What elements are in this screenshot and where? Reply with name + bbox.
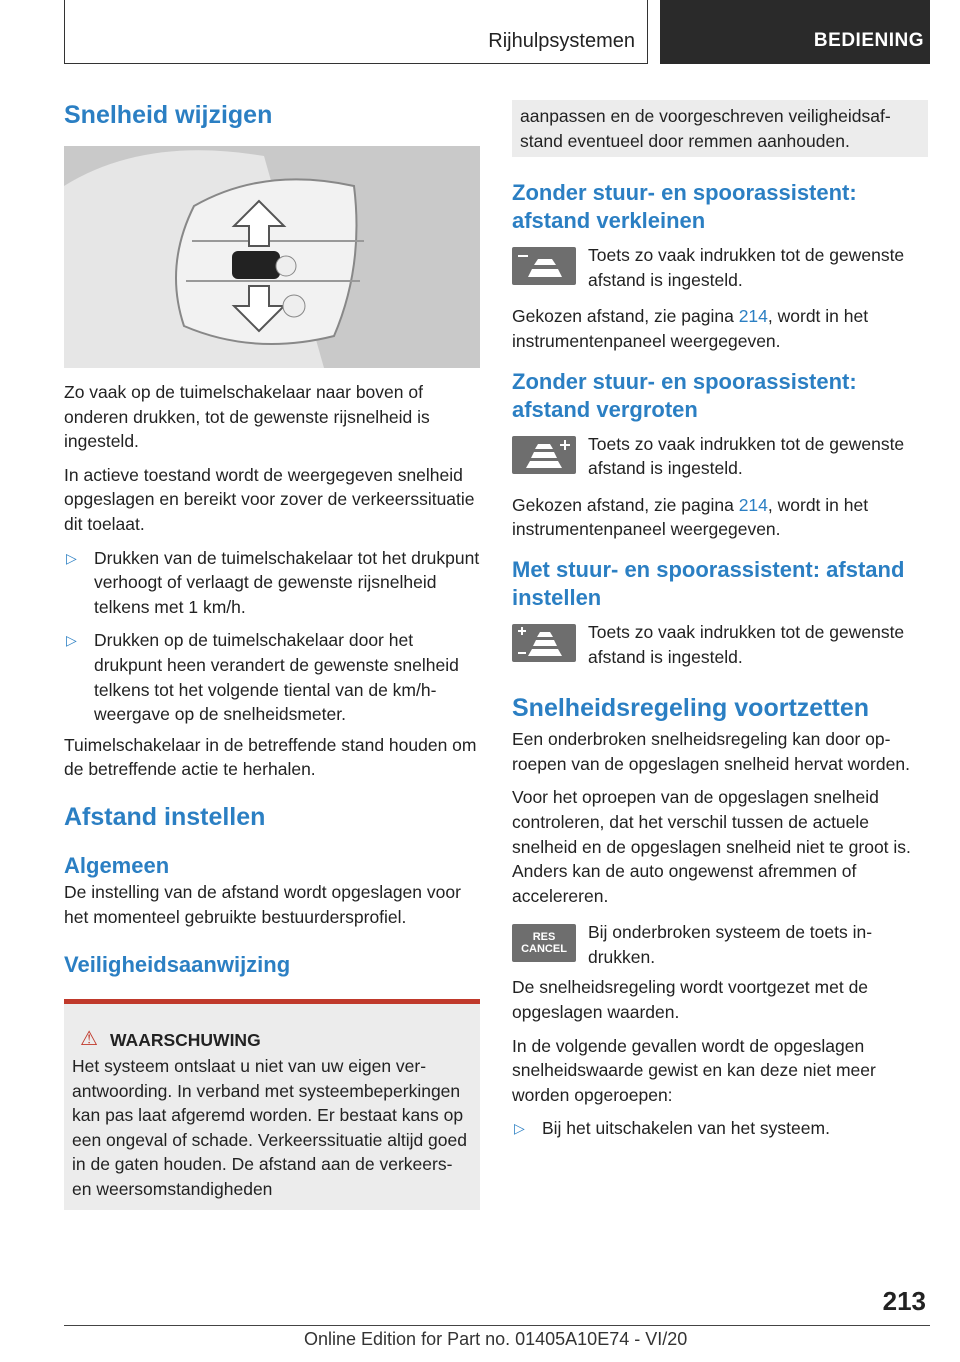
button-description: Toets zo vaak indrukken tot de gewenste afstand is ingesteld. — [588, 245, 905, 290]
warning-text: aanpassen en de voorgeschreven veiligheidsafstand eventueel door remmen aanhouden. — [520, 106, 891, 151]
list-item — [64, 546, 480, 620]
triangle-bullet-icon: ▷ — [514, 1120, 525, 1137]
rocker-switch-illustration — [64, 146, 480, 368]
list-item — [512, 1116, 928, 1141]
list-item-text: Drukken op de tuimelschakelaar door het drukpunt heen verandert de gewenste snelheid telkens tot het volgende tiental van de km/h-weergave op de snelheidsmeter. — [94, 630, 459, 725]
section-tab — [64, 0, 648, 64]
heading-veiligheidsaanwijzing: Veiligheidsaanwijzing — [64, 952, 291, 978]
heading-afstand-vergroten: Zonder stuur- en spoorassistent: afstand vergroten — [512, 368, 857, 422]
left-column — [64, 100, 480, 1210]
paragraph: Tuimelschakelaar in de betreffende stand houden om de betreffende actie te herhalen. — [64, 734, 477, 780]
heading-algemeen: Algemeen — [64, 852, 170, 878]
distance-decrease-button-icon — [512, 247, 576, 285]
heading-afstand-verkleinen: Zonder stuur- en spoorassistent: afstand verkleinen — [512, 180, 857, 234]
distance-adjust-button-icon — [512, 624, 576, 662]
list-item — [64, 628, 480, 726]
page-link[interactable]: 214 — [738, 494, 768, 515]
heading-snelheid-wijzigen: Snelheid wijzigen — [64, 101, 273, 129]
warning-triangle-icon: ⚠ — [80, 1028, 98, 1051]
heading-afstand-instellen: Afstand instellen — [64, 802, 266, 831]
chapter-title: BEDIENING — [813, 30, 924, 51]
paragraph: Voor het oproepen van de opgeslagen snelheid controleren, dat het verschil tussen de actuele snelheid en de opgeslagen snelheid niet te groot is. Anders kan de auto ongewenst afremmen of accelereren. — [512, 787, 911, 906]
paragraph: In de volgende gevallen wordt de opgeslagen snelheidswaarde gewist en kan deze niet meer worden opgeroepen: — [512, 1035, 876, 1105]
steering-wheel-photo — [64, 146, 480, 368]
heading-afstand-instellen-met: Met stuur- en spoorassistent: afstand instellen — [512, 556, 905, 610]
paragraph: Zo vaak op de tuimelschakelaar naar boven of onderen drukken, tot de gewenste rijsnelheid is ingesteld. — [64, 382, 430, 452]
warning-title: ⚠ WAARSCHUWING — [80, 1028, 261, 1051]
list-item-text: Drukken van de tuimelschakelaar tot het drukpunt verhoogt of verlaagt de gewenste rijsnelheid telkens met 1 km/h. — [94, 547, 480, 617]
page-number: 213 — [882, 1286, 926, 1316]
distance-increase-button-icon — [512, 436, 576, 474]
right-column — [512, 100, 928, 1141]
section-title: Rijhulpsystemen — [488, 30, 635, 52]
button-description: Bij onderbroken systeem de toets indrukken. — [588, 922, 873, 967]
chapter-tab — [660, 0, 930, 64]
triangle-bullet-icon: ▷ — [66, 549, 77, 566]
page-link[interactable]: 214 — [738, 306, 768, 327]
button-description: Toets zo vaak indrukken tot de gewenste afstand is ingesteld. — [588, 433, 905, 479]
button-row — [512, 920, 928, 969]
button-row — [512, 243, 928, 292]
list-item-text: Bij het uitschakelen van het systeem. — [542, 1118, 830, 1139]
page-footer — [64, 1286, 930, 1349]
warning-text: Het systeem ontslaat u niet van uw eigen verantwoording. In verband met systeembeperkingen kan pas laat afgeremd worden. Er bestaat kans op een ongeval of schade. Verkeerssituatie altijd goed in de gaten houden. De afstand aan de verkeers- en weersomstandigheden — [72, 1056, 467, 1200]
warning-box-continued — [512, 100, 928, 157]
cancel-label: CANCEL — [521, 943, 567, 956]
warning-box — [64, 999, 480, 1210]
page-header — [64, 0, 930, 64]
button-description: Toets zo vaak indrukken tot de gewenste afstand is ingesteld. — [588, 621, 905, 667]
res-cancel-button-icon — [512, 924, 576, 962]
paragraph: Gekozen afstand, zie pagina 214, wordt in het instrumentenpaneel weergegeven. — [512, 494, 869, 540]
edition-text: Online Edition for Part no. 01405A10E74 - VI/20 — [304, 1329, 688, 1349]
button-row — [512, 432, 928, 481]
heading-snelheidsregeling-voortzetten: Snelheidsregeling voortzetten — [512, 694, 870, 723]
paragraph: De snelheidsregeling wordt voortgezet met de opgeslagen waarden. — [512, 977, 869, 1023]
paragraph: Een onderbroken snelheidsregeling kan door oproepen van de opgeslagen snelheid hervat worden. — [512, 729, 910, 774]
button-row — [512, 620, 928, 669]
paragraph: Gekozen afstand, zie pagina 214, wordt in het instrumentenpaneel weergegeven. — [512, 306, 869, 351]
res-label: RES — [532, 931, 556, 944]
paragraph: In actieve toestand wordt de weergegeven snelheid opgeslagen en bereikt voor zover de verkeerssituatie dit toelaat. — [64, 464, 475, 534]
paragraph: De instelling van de afstand wordt opgeslagen voor het momenteel gebruikte bestuurdersprofiel. — [64, 881, 461, 927]
triangle-bullet-icon: ▷ — [66, 632, 77, 649]
